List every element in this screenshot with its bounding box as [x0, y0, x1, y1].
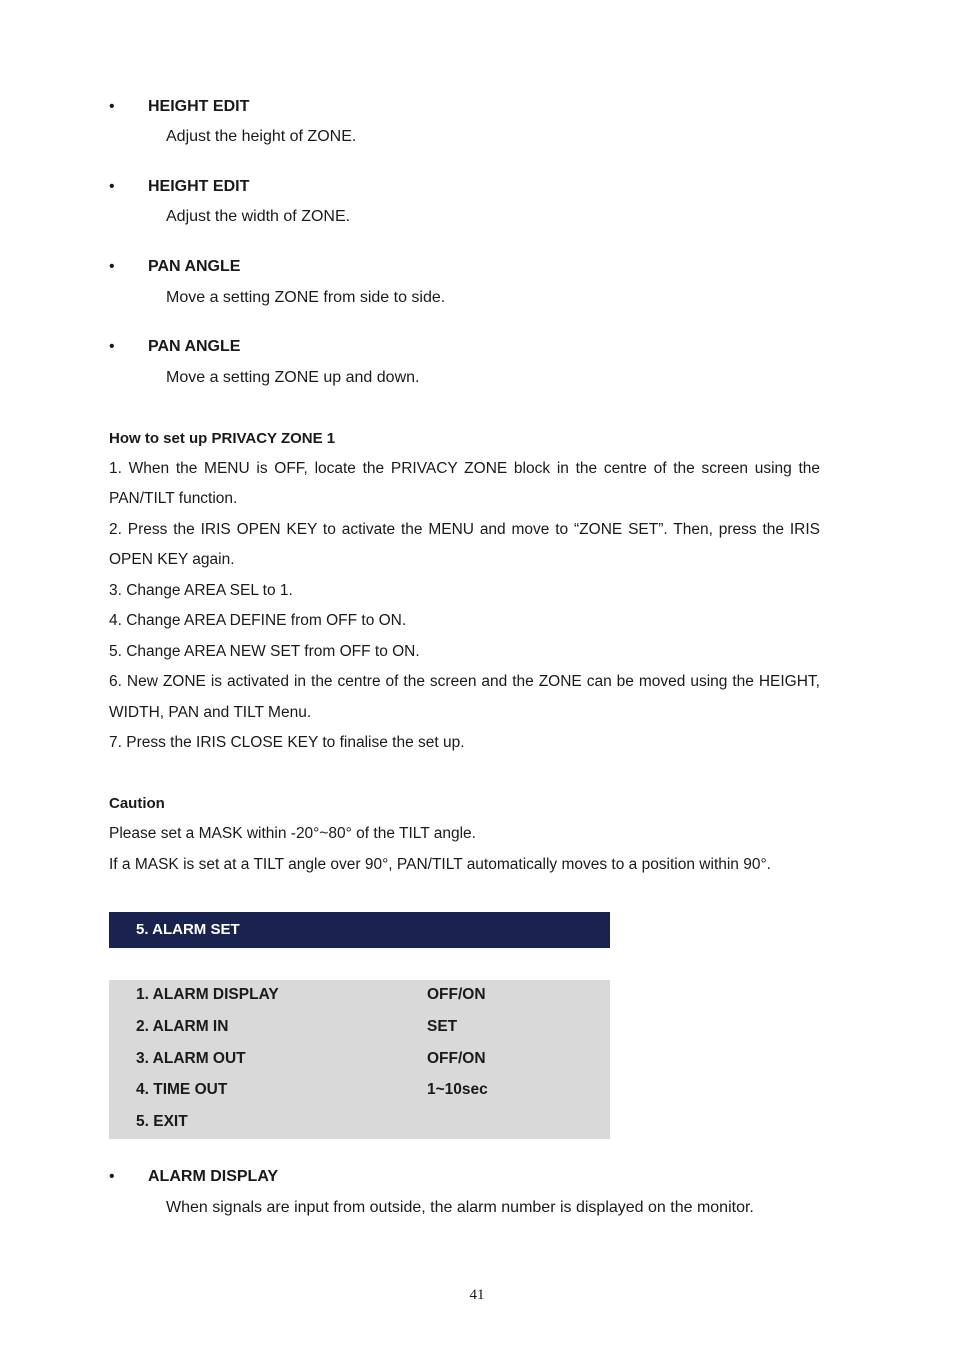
privacy-step: OPEN KEY again.: [109, 551, 235, 568]
bullet-title: ALARM DISPLAY: [148, 1168, 279, 1185]
bullet-title: HEIGHT EDIT: [148, 98, 250, 115]
privacy-step: 4. Change AREA DEFINE from OFF to ON.: [109, 612, 407, 629]
caution-line: Please set a MASK within -20°~80° of the TILT angle.: [109, 825, 476, 842]
menu-value: SET: [427, 1018, 458, 1035]
menu-label: 2. ALARM IN: [136, 1018, 229, 1035]
privacy-step: 7. Press the IRIS CLOSE KEY to finalise the set up.: [109, 734, 465, 751]
menu-row: [109, 1111, 610, 1133]
bullet-desc: Move a setting ZONE from side to side.: [166, 289, 446, 306]
menu-row: [109, 1016, 610, 1038]
menu-label: 1. ALARM DISPLAY: [136, 986, 279, 1003]
privacy-step: 1. When the MENU is OFF, locate the PRIVACY ZONE block in the centre of the screen using the: [109, 460, 820, 477]
section-header-bar: [109, 912, 610, 948]
menu-value: OFF/ON: [427, 986, 486, 1003]
menu-row: [109, 1048, 610, 1070]
page-number: 41: [469, 1287, 485, 1303]
privacy-step: WIDTH, PAN and TILT Menu.: [109, 704, 312, 721]
bullet-title: HEIGHT EDIT: [148, 178, 250, 195]
menu-label: 5. EXIT: [136, 1113, 188, 1130]
bullet-dot: •: [109, 258, 115, 275]
menu-row: [109, 1079, 610, 1101]
section-title: 5. ALARM SET: [136, 921, 240, 938]
bullet-desc: Move a setting ZONE up and down.: [166, 369, 420, 386]
bullet-desc: Adjust the height of ZONE.: [166, 128, 357, 145]
bullet-title: PAN ANGLE: [148, 338, 241, 355]
caution-line: If a MASK is set at a TILT angle over 90°, PAN/TILT automatically moves to a position within 90°.: [109, 856, 771, 873]
privacy-step: 6. New ZONE is activated in the centre of the screen and the ZONE can be moved using the HEIGHT,: [109, 673, 820, 690]
bullet-desc: When signals are input from outside, the alarm number is displayed on the monitor.: [166, 1199, 754, 1216]
menu-label: 3. ALARM OUT: [136, 1050, 246, 1067]
privacy-step: 5. Change AREA NEW SET from OFF to ON.: [109, 643, 420, 660]
bullet-title: PAN ANGLE: [148, 258, 241, 275]
privacy-heading: How to set up PRIVACY ZONE 1: [109, 430, 336, 447]
alarm-menu-table: [109, 980, 610, 1139]
menu-value: OFF/ON: [427, 1050, 486, 1067]
bullet-dot: •: [109, 178, 115, 195]
privacy-step: 3. Change AREA SEL to 1.: [109, 582, 293, 599]
menu-row: [109, 984, 610, 1006]
privacy-step: PAN/TILT function.: [109, 490, 238, 507]
bullet-dot: •: [109, 98, 115, 115]
bullet-desc: Adjust the width of ZONE.: [166, 208, 351, 225]
bullet-dot: •: [109, 338, 115, 355]
menu-value: 1~10sec: [427, 1081, 488, 1098]
privacy-step: 2. Press the IRIS OPEN KEY to activate the MENU and move to “ZONE SET”. Then, press the IRIS: [109, 521, 820, 538]
menu-label: 4. TIME OUT: [136, 1081, 228, 1098]
bullet-dot: •: [109, 1168, 115, 1185]
caution-heading: Caution: [109, 795, 165, 812]
